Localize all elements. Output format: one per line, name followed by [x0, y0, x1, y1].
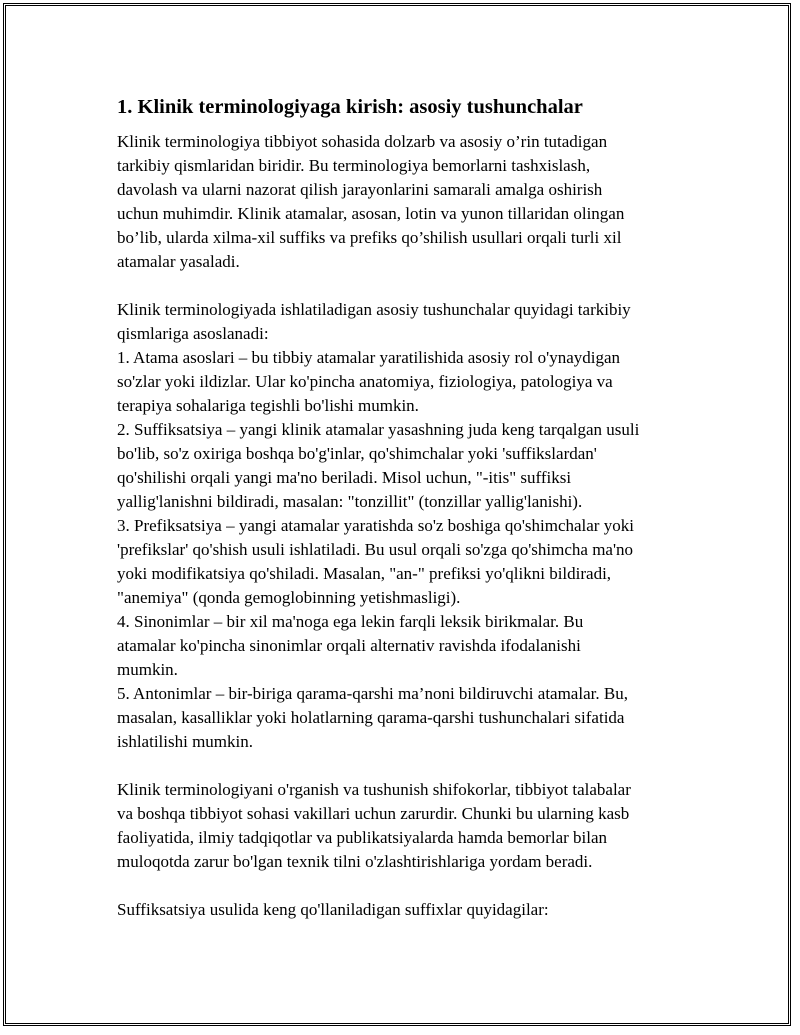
- list-item-2: 2. Suffiksatsiya – yangi klinik atamalar yasashning juda keng tarqalgan usuli: [117, 420, 640, 439]
- text-line: bo’lib, ularda xilma-xil suffiks va prefiks qo’shilish usullari orqali turli xil: [117, 228, 622, 247]
- paragraph-spacer: [117, 754, 697, 778]
- text-line: terapiya sohalariga tegishli bo'lishi mumkin.: [117, 396, 419, 415]
- text-line: qo'shilishi orqali yangi ma'no beriladi. Misol uchun, "-itis" suffiksi: [117, 468, 572, 487]
- list-item-1: 1. Atama asoslari – bu tibbiy atamalar yaratilishida asosiy rol o'ynaydigan: [117, 348, 621, 367]
- section-heading: 1. Klinik terminologiyaga kirish: asosiy tushunchalar: [117, 96, 583, 118]
- text-line: 'prefikslar' qo'shish usuli ishlatiladi. Bu usul orqali so'zga qo'shimcha ma'no: [117, 540, 634, 559]
- list-item-5: 5. Antonimlar – bir-biriga qarama-qarshi ma’noni bildiruvchi atamalar. Bu,: [117, 684, 628, 703]
- text-line: yallig'lanishni bildiradi, masalan: "tonzillit" (tonzillar yallig'lanishi).: [117, 492, 583, 511]
- suffix-intro-paragraph: Suffiksatsiya usulida keng qo'llaniladigan suffixlar quyidagilar:: [117, 900, 549, 919]
- text-line: va boshqa tibbiyot sohasi vakillari uchun zarurdir. Chunki bu ularning kasb: [117, 804, 630, 823]
- text-line: qismlariga asoslanadi:: [117, 324, 269, 343]
- list-item-3: 3. Prefiksatsiya – yangi atamalar yaratishda so'z boshiga qo'shimchalar yoki: [117, 516, 634, 535]
- paragraph-spacer: [117, 274, 697, 298]
- text-line: bo'lib, so'z oxiriga boshqa bo'g'inlar, qo'shimchalar yoki 'suffikslardan': [117, 444, 597, 463]
- document-body: [117, 94, 697, 922]
- text-line: tarkibiy qismlaridan biridir. Bu terminologiya bemorlarni tashxislash,: [117, 156, 591, 175]
- text-line: so'zlar yoki ildizlar. Ular ko'pincha anatomiya, fiziologiya, patologiya va: [117, 372, 613, 391]
- text-line: Klinik terminologiyani o'rganish va tushunish shifokorlar, tibbiyot talabalar: [117, 780, 631, 799]
- text-line: Klinik terminologiyada ishlatiladigan asosiy tushunchalar quyidagi tarkibiy: [117, 300, 631, 319]
- concepts-paragraph: [117, 298, 697, 754]
- text-line: atamalar ko'pincha sinonimlar orqali alternativ ravishda ifodalanishi: [117, 636, 581, 655]
- intro-paragraph: [117, 130, 697, 274]
- text-line: Klinik terminologiya tibbiyot sohasida dolzarb va asosiy o’rin tutadigan: [117, 132, 608, 151]
- text-line: atamalar yasaladi.: [117, 252, 240, 271]
- text-line: davolash va ularni nazorat qilish jarayonlarini samarali amalga oshirish: [117, 180, 603, 199]
- text-line: uchun muhimdir. Klinik atamalar, asosan, lotin va yunon tillaridan olingan: [117, 204, 625, 223]
- paragraph-spacer: [117, 874, 697, 898]
- text-line: mumkin.: [117, 660, 178, 679]
- text-line: ishlatilishi mumkin.: [117, 732, 254, 751]
- text-line: masalan, kasalliklar yoki holatlarning qarama-qarshi tushunchalari sifatida: [117, 708, 625, 727]
- text-line: muloqotda zarur bo'lgan texnik tilni o'zlashtirishlariga yordam beradi.: [117, 852, 593, 871]
- text-line: "anemiya" (qonda gemoglobinning yetishmasligi).: [117, 588, 461, 607]
- text-line: faoliyatida, ilmiy tadqiqotlar va publikatsiyalarda hamda bemorlar bilan: [117, 828, 608, 847]
- importance-paragraph: [117, 778, 697, 874]
- text-line: yoki modifikatsiya qo'shiladi. Masalan, "an-" prefiksi yo'qlikni bildiradi,: [117, 564, 612, 583]
- list-item-4: 4. Sinonimlar – bir xil ma'noga ega lekin farqli leksik birikmalar. Bu: [117, 612, 584, 631]
